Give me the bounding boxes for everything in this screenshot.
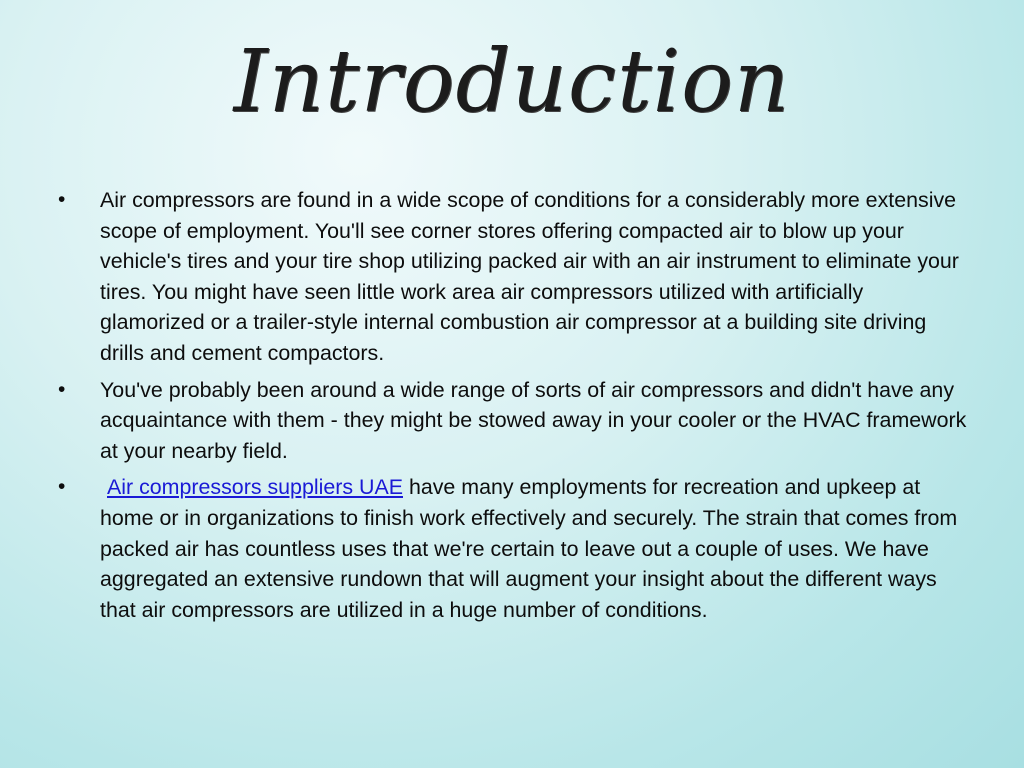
bullet-text: Air compressors are found in a wide scope of conditions for a considerably more extensive scope of employment. You'll see corner stores offering compacted air to blow up your vehicle's tires and your tire shop utilizing packed air with an air instrument to eliminate your tires. You might have seen little work area air compressors utilized with artificially glamorized or a trailer-style internal combustion air compressor at a building site driving drills and cement compactors.: [100, 188, 959, 365]
bullet-item: [58, 375, 968, 467]
suppliers-link[interactable]: Air compressors suppliers UAE: [107, 475, 403, 500]
bullet-list: [58, 185, 968, 631]
bullet-text: You've probably been around a wide range of sorts of air compressors and didn't have any acquaintance with them - they might be stowed away in your cooler or the HVAC framework at your nearby field.: [100, 377, 967, 463]
bullet-icon: •: [58, 377, 66, 401]
bullet-icon: •: [58, 475, 66, 499]
bullet-text: have many employments for recreation and upkeep at home or in organizations to finish work effectively and securely. The strain that comes from packed air has countless uses that we're certain to leave out a couple of uses. We have aggregated an extensive rundown that will augment your insight about the different ways that air compressors are utilized in a huge number of conditions.: [100, 475, 958, 622]
bullet-item: [58, 472, 968, 625]
bullet-item: [58, 185, 968, 369]
bullet-icon: •: [58, 188, 66, 211]
slide-title: Introduction: [233, 32, 791, 132]
